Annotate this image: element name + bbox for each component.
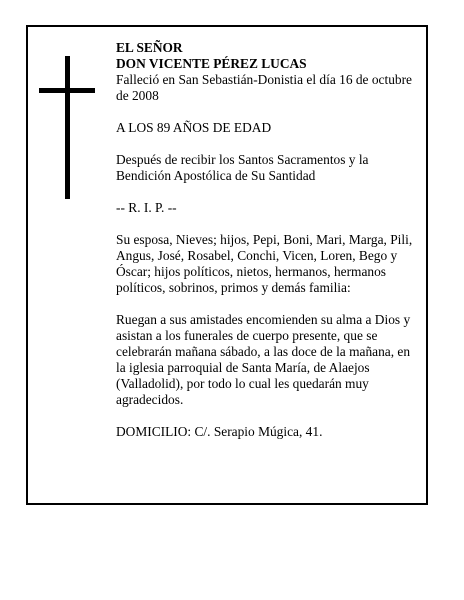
obituary-text: [116, 40, 421, 440]
address-line: DOMICILIO: C/. Serapio Múgica, 41.: [116, 424, 323, 439]
death-info: Falleció en San Sebastián-Donistia el día 16 de octubre de 2008: [116, 72, 412, 103]
deceased-name: DON VICENTE PÉREZ LUCAS: [116, 56, 307, 71]
title-line-1: EL SEÑOR: [116, 40, 183, 55]
rip-line: -- R. I. P. --: [116, 200, 177, 215]
age-line: A LOS 89 AÑOS DE EDAD: [116, 120, 272, 135]
cross-horizontal-bar: [39, 88, 95, 93]
cross-vertical-bar: [65, 56, 70, 199]
cross-icon: [39, 56, 95, 199]
obituary-card: [26, 25, 428, 505]
sacraments-line: Después de recibir los Santos Sacramentos y la Bendición Apostólica de Su Santidad: [116, 152, 369, 183]
family-paragraph: Su esposa, Nieves; hijos, Pepi, Boni, Mari, Marga, Pili, Angus, José, Rosabel, Conchi, Vicen, Loren, Bego y Óscar; hijos políticos, nietos, hermanos, hermanos políticos, sobrinos, primos y demás familia:: [116, 232, 413, 295]
funeral-request-paragraph: Ruegan a sus amistades encomienden su alma a Dios y asistan a los funerales de cuerpo presente, que se celebrarán mañana sábado, a las doce de la mañana, en la iglesia parroquial de Santa María, de Alaejos (Valladolid), por todo lo cual les quedarán muy agradecidos.: [116, 312, 411, 407]
